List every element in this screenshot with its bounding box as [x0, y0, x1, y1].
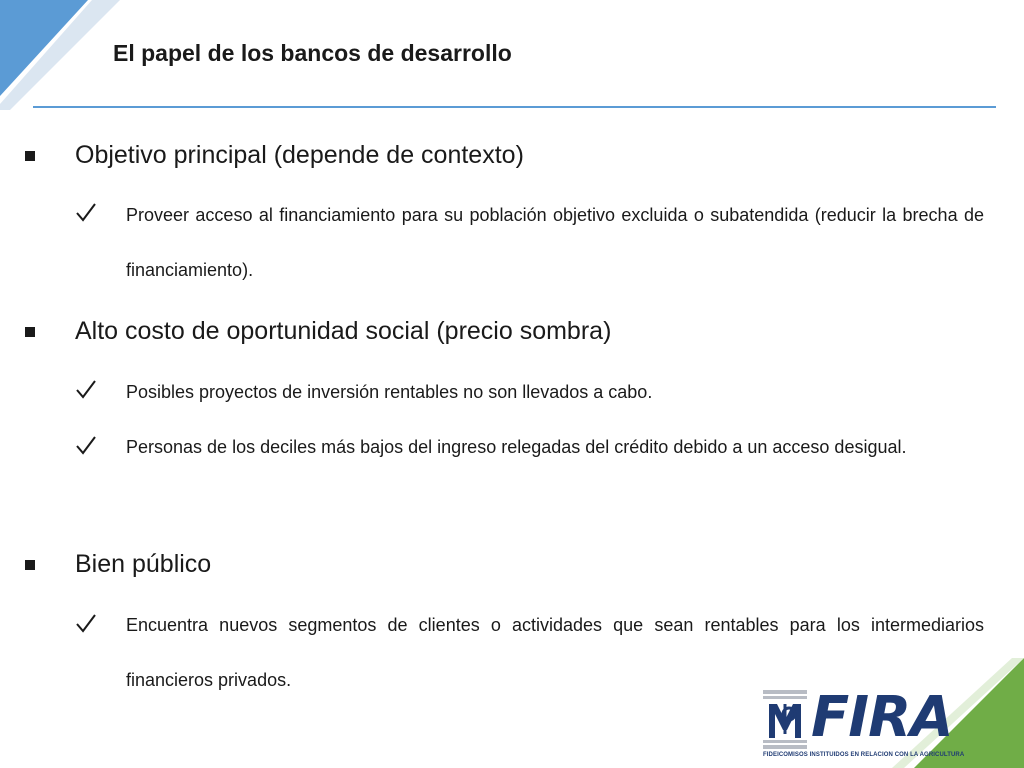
bullet-3-sub-1-text: Encuentra nuevos segmentos de clientes o actividades que sean rentables para los intermediarios financieros privados.: [126, 615, 984, 690]
bullet-2-sub-2-text: Personas de los deciles más bajos del ingreso relegadas del crédito debido a un acceso desigual.: [126, 437, 907, 457]
fira-logo: [763, 685, 965, 764]
checkmark-icon: [75, 201, 97, 223]
fira-emblem-icon: [763, 690, 809, 752]
square-bullet-icon: [25, 327, 35, 337]
checkmark-icon: [75, 378, 97, 400]
slide-title: El papel de los bancos de desarrollo: [113, 40, 512, 66]
square-bullet-icon: [25, 560, 35, 570]
bullet-2-text: Alto costo de oportunidad social (precio sombra): [75, 317, 612, 345]
bullet-2-sub-1-text: Posibles proyectos de inversión rentables no son llevados a cabo.: [126, 382, 653, 402]
checkmark-icon: [75, 434, 97, 456]
logo-wordmark: FIRA: [811, 685, 953, 750]
square-bullet-icon: [25, 151, 35, 161]
bullet-1-text: Objetivo principal (depende de contexto): [75, 141, 524, 169]
logo-caption: FIDEICOMISOS INSTITUIDOS EN RELACION CON LA AGRICULTURA: [763, 752, 965, 758]
bullet-3-text: Bien público: [75, 550, 212, 578]
bullet-1-sub-1-text: Proveer acceso al financiamiento para su población objetivo excluida o subatendida (reducir la brecha de financiamiento).: [126, 205, 984, 280]
checkmark-icon: [75, 612, 97, 634]
